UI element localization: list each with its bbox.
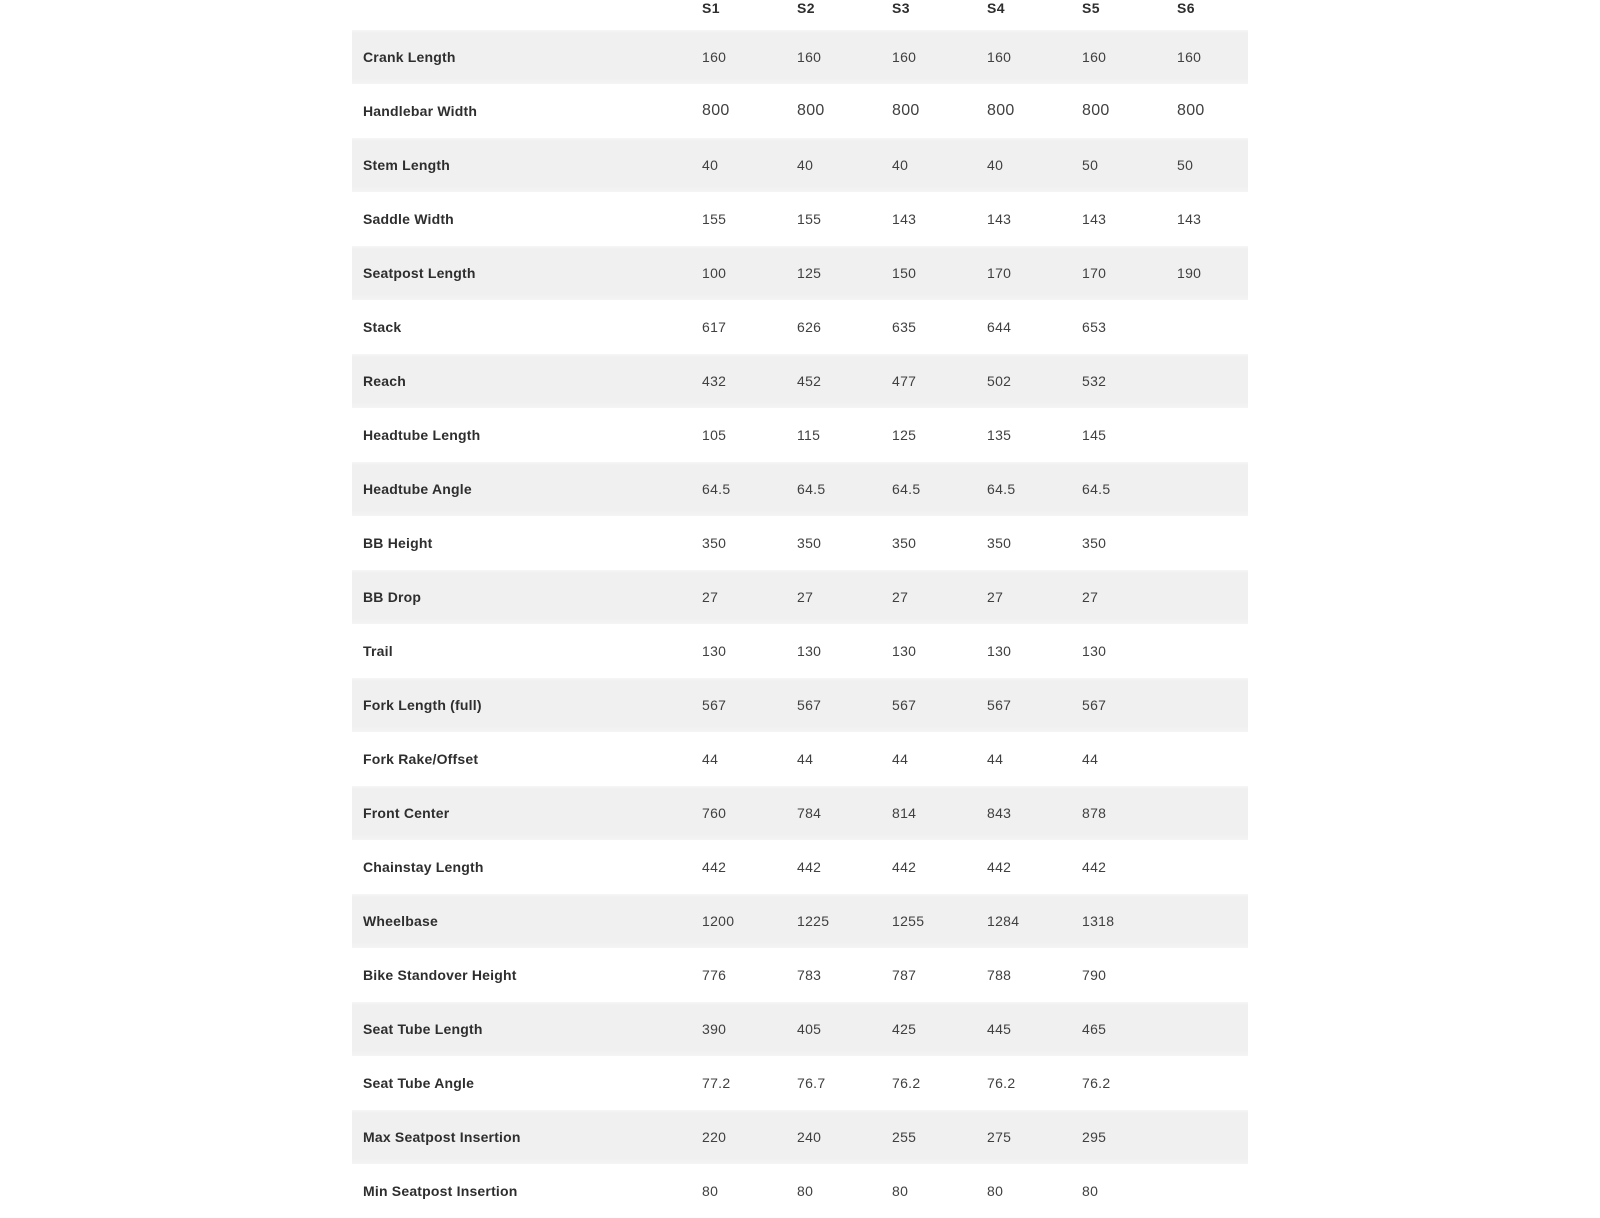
cell-s4-value: 644 — [987, 319, 1012, 335]
row-label: Chainstay Length — [363, 859, 484, 875]
cell-s1-value: 40 — [702, 157, 719, 173]
cell-s5-value: 143 — [1082, 211, 1107, 227]
table-row-seat-tube-length — [352, 1002, 1248, 1056]
cell-s3-value: 27 — [892, 589, 909, 605]
row-label: Stack — [363, 319, 402, 335]
cell-s5-value: 653 — [1082, 319, 1107, 335]
table-row-stack — [352, 300, 1248, 354]
cell-s1-value: 130 — [702, 643, 727, 659]
cell-s1-value: 100 — [702, 265, 727, 281]
cell-s2-value: 800 — [797, 102, 825, 119]
cell-s4-value: 275 — [987, 1129, 1012, 1145]
cell-s1-value: 432 — [702, 373, 727, 389]
cell-s2-value: 125 — [797, 265, 822, 281]
cell-s2-value: 115 — [797, 427, 821, 443]
table-row-bb-drop — [352, 570, 1248, 624]
table-row-min-seatpost-insertion — [352, 1164, 1248, 1218]
row-label: Headtube Length — [363, 427, 481, 443]
cell-s4-value: 843 — [987, 805, 1012, 821]
table-row-fork-rake-offset — [352, 732, 1248, 786]
cell-s3-value: 143 — [892, 211, 917, 227]
cell-s2-value: 783 — [797, 967, 822, 983]
table-row-stem-length — [352, 138, 1248, 192]
cell-s2-value: 626 — [797, 319, 822, 335]
cell-s2-value: 27 — [797, 589, 814, 605]
cell-s3-value: 1255 — [892, 913, 925, 929]
cell-s4-value: 502 — [987, 373, 1012, 389]
cell-s5-value: 532 — [1082, 373, 1107, 389]
cell-s5-value: 465 — [1082, 1021, 1107, 1037]
cell-s2-value: 155 — [797, 211, 822, 227]
cell-s2-value: 452 — [797, 373, 822, 389]
cell-s5-value: 790 — [1082, 967, 1107, 983]
table-row-saddle-width — [352, 192, 1248, 246]
table-row-crank-length — [352, 30, 1248, 84]
row-label: Crank Length — [363, 49, 456, 65]
table-row-handlebar-width — [352, 84, 1248, 138]
row-label: Wheelbase — [363, 913, 438, 929]
row-label: BB Drop — [363, 589, 422, 605]
cell-s2-value: 44 — [797, 751, 814, 767]
table-row-bike-standover-height — [352, 948, 1248, 1002]
row-label: Fork Rake/Offset — [363, 751, 479, 767]
table-row-headtube-angle — [352, 462, 1248, 516]
row-label: BB Height — [363, 535, 433, 551]
row-label: Stem Length — [363, 157, 450, 173]
cell-s1-value: 776 — [702, 967, 727, 983]
row-label: Reach — [363, 373, 407, 389]
cell-s4-value: 170 — [987, 265, 1012, 281]
cell-s3-value: 787 — [892, 967, 917, 983]
cell-s3-value: 635 — [892, 319, 917, 335]
table-row-reach — [352, 354, 1248, 408]
geometry-rows — [352, 30, 1248, 1218]
cell-s5-value: 567 — [1082, 697, 1107, 713]
cell-s6-value: 800 — [1177, 102, 1205, 119]
cell-s3-value: 76.2 — [892, 1075, 921, 1091]
table-row-wheelbase — [352, 894, 1248, 948]
cell-s4-value: 788 — [987, 967, 1012, 983]
cell-s1-value: 105 — [702, 427, 727, 443]
cell-s3-value: 800 — [892, 102, 920, 119]
cell-s3-value: 350 — [892, 535, 917, 551]
cell-s1-value: 80 — [702, 1183, 719, 1199]
cell-s4-value: 1284 — [987, 913, 1020, 929]
size-header-s3: S3 — [892, 0, 910, 16]
cell-s2-value: 1225 — [797, 913, 830, 929]
cell-s3-value: 40 — [892, 157, 909, 173]
cell-s5-value: 44 — [1082, 751, 1099, 767]
cell-s3-value: 477 — [892, 373, 917, 389]
cell-s1-value: 64.5 — [702, 481, 731, 497]
cell-s3-value: 130 — [892, 643, 917, 659]
cell-s2-value: 130 — [797, 643, 822, 659]
row-label: Seat Tube Length — [363, 1021, 483, 1037]
table-row-chainstay-length — [352, 840, 1248, 894]
cell-s3-value: 425 — [892, 1021, 917, 1037]
row-label: Seatpost Length — [363, 265, 476, 281]
cell-s4-value: 442 — [987, 859, 1012, 875]
cell-s5-value: 130 — [1082, 643, 1107, 659]
cell-s1-value: 44 — [702, 751, 719, 767]
table-row-seat-tube-angle — [352, 1056, 1248, 1110]
cell-s3-value: 814 — [892, 805, 917, 821]
cell-s6-value: 160 — [1177, 49, 1202, 65]
table-row-headtube-length — [352, 408, 1248, 462]
cell-s1-value: 220 — [702, 1129, 727, 1145]
size-header-s6: S6 — [1177, 0, 1195, 16]
cell-s4-value: 800 — [987, 102, 1015, 119]
cell-s1-value: 390 — [702, 1021, 727, 1037]
size-header-s1: S1 — [702, 0, 720, 16]
cell-s5-value: 170 — [1082, 265, 1107, 281]
cell-s5-value: 350 — [1082, 535, 1107, 551]
cell-s4-value: 567 — [987, 697, 1012, 713]
row-label: Max Seatpost Insertion — [363, 1129, 521, 1145]
cell-s5-value: 442 — [1082, 859, 1107, 875]
row-label: Bike Standover Height — [363, 967, 517, 983]
cell-s5-value: 64.5 — [1082, 481, 1111, 497]
cell-s5-value: 1318 — [1082, 913, 1115, 929]
cell-s5-value: 800 — [1082, 102, 1110, 119]
cell-s2-value: 350 — [797, 535, 822, 551]
cell-s3-value: 44 — [892, 751, 909, 767]
cell-s4-value: 445 — [987, 1021, 1012, 1037]
cell-s2-value: 160 — [797, 49, 822, 65]
cell-s4-value: 64.5 — [987, 481, 1016, 497]
cell-s3-value: 442 — [892, 859, 917, 875]
cell-s5-value: 160 — [1082, 49, 1107, 65]
table-row-seatpost-length — [352, 246, 1248, 300]
row-label: Headtube Angle — [363, 481, 472, 497]
table-row-bb-height — [352, 516, 1248, 570]
geometry-table — [352, 0, 1248, 1218]
row-label: Saddle Width — [363, 211, 454, 227]
cell-s2-value: 567 — [797, 697, 822, 713]
row-label: Min Seatpost Insertion — [363, 1183, 518, 1199]
table-row-fork-length-full — [352, 678, 1248, 732]
cell-s1-value: 1200 — [702, 913, 735, 929]
cell-s2-value: 240 — [797, 1129, 822, 1145]
size-header-s4: S4 — [987, 0, 1005, 16]
cell-s2-value: 405 — [797, 1021, 822, 1037]
cell-s1-value: 617 — [702, 319, 727, 335]
cell-s2-value: 76.7 — [797, 1075, 826, 1091]
cell-s3-value: 150 — [892, 265, 917, 281]
cell-s5-value: 76.2 — [1082, 1075, 1111, 1091]
row-label: Trail — [363, 643, 393, 659]
cell-s1-value: 350 — [702, 535, 727, 551]
cell-s2-value: 442 — [797, 859, 822, 875]
cell-s4-value: 350 — [987, 535, 1012, 551]
cell-s3-value: 64.5 — [892, 481, 921, 497]
table-row-trail — [352, 624, 1248, 678]
table-row-front-center — [352, 786, 1248, 840]
cell-s4-value: 44 — [987, 751, 1004, 767]
cell-s5-value: 80 — [1082, 1183, 1099, 1199]
cell-s5-value: 27 — [1082, 589, 1099, 605]
table-row-max-seatpost-insertion — [352, 1110, 1248, 1164]
cell-s1-value: 27 — [702, 589, 719, 605]
cell-s1-value: 567 — [702, 697, 727, 713]
cell-s4-value: 143 — [987, 211, 1012, 227]
cell-s6-value: 143 — [1177, 211, 1202, 227]
cell-s2-value: 40 — [797, 157, 814, 173]
cell-s5-value: 878 — [1082, 805, 1107, 821]
row-label: Handlebar Width — [363, 103, 478, 119]
cell-s3-value: 255 — [892, 1129, 917, 1145]
cell-s6-value: 50 — [1177, 157, 1194, 173]
size-header-s5: S5 — [1082, 0, 1100, 16]
cell-s1-value: 760 — [702, 805, 727, 821]
size-header-s2: S2 — [797, 0, 815, 16]
row-label: Seat Tube Angle — [363, 1075, 475, 1091]
cell-s4-value: 80 — [987, 1183, 1004, 1199]
cell-s4-value: 76.2 — [987, 1075, 1016, 1091]
cell-s1-value: 442 — [702, 859, 727, 875]
cell-s5-value: 295 — [1082, 1129, 1107, 1145]
cell-s1-value: 800 — [702, 102, 730, 119]
size-header-spacer — [352, 0, 702, 1]
cell-s3-value: 125 — [892, 427, 917, 443]
cell-s4-value: 160 — [987, 49, 1012, 65]
cell-s1-value: 155 — [702, 211, 727, 227]
cell-s4-value: 27 — [987, 589, 1004, 605]
row-label: Fork Length (full) — [363, 697, 482, 713]
cell-s2-value: 784 — [797, 805, 822, 821]
cell-s2-value: 80 — [797, 1183, 814, 1199]
cell-s5-value: 145 — [1082, 427, 1107, 443]
cell-s6-value: 190 — [1177, 265, 1202, 281]
cell-s3-value: 80 — [892, 1183, 909, 1199]
cell-s2-value: 64.5 — [797, 481, 826, 497]
cell-s4-value: 40 — [987, 157, 1004, 173]
cell-s3-value: 567 — [892, 697, 917, 713]
cell-s5-value: 50 — [1082, 157, 1099, 173]
row-label: Front Center — [363, 805, 450, 821]
cell-s4-value: 135 — [987, 427, 1012, 443]
cell-s4-value: 130 — [987, 643, 1012, 659]
cell-s3-value: 160 — [892, 49, 917, 65]
cell-s1-value: 160 — [702, 49, 727, 65]
cell-s1-value: 77.2 — [702, 1075, 731, 1091]
size-header-row — [352, 0, 1248, 30]
